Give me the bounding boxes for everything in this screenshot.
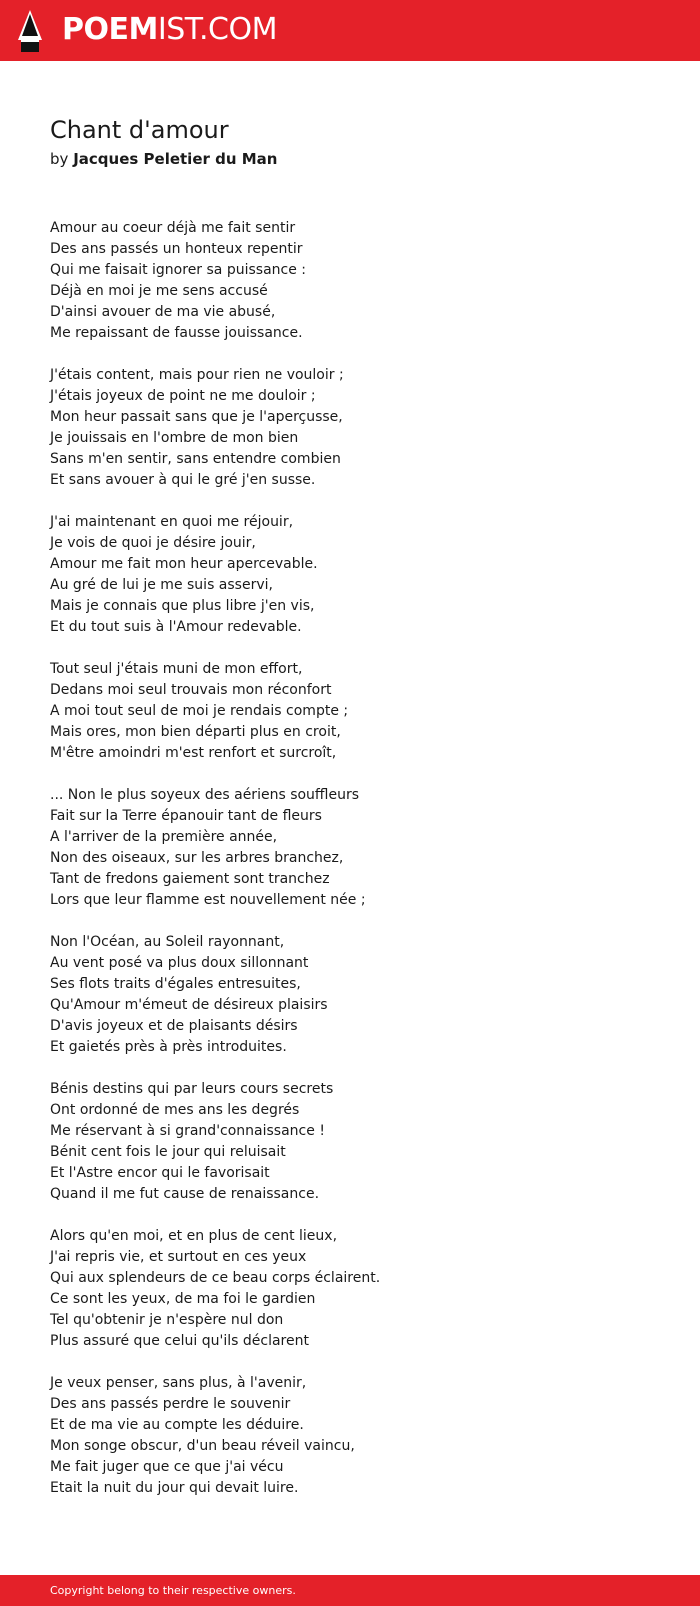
poem-line: Je vois de quoi je désire jouir, bbox=[50, 535, 256, 551]
poem-line: Plus assuré que celui qu'ils déclarent bbox=[50, 1333, 309, 1349]
poem-line: Lors que leur flamme est nouvellement née ; bbox=[50, 892, 366, 908]
by-label: by bbox=[50, 150, 69, 168]
poem-stanza bbox=[50, 365, 380, 491]
poem-stanza bbox=[50, 932, 380, 1058]
poem-line: Ses flots traits d'égales entresuites, bbox=[50, 976, 301, 992]
poem-line: Mon heur passait sans que je l'aperçusse, bbox=[50, 409, 343, 425]
poem-line: Tel qu'obtenir je n'espère nul don bbox=[50, 1312, 284, 1328]
poem-line: Amour au coeur déjà me fait sentir bbox=[50, 220, 296, 236]
poem-line: Dedans moi seul trouvais mon réconfort bbox=[50, 682, 332, 698]
poem-stanza bbox=[50, 218, 380, 344]
poem-line: Ont ordonné de mes ans les degrés bbox=[50, 1102, 300, 1118]
logo-bold-text: POEM bbox=[62, 12, 158, 47]
poem-line: Et l'Astre encor qui le favorisait bbox=[50, 1165, 270, 1181]
poem-line: Je veux penser, sans plus, à l'avenir, bbox=[50, 1375, 307, 1391]
poem-line: J'étais content, mais pour rien ne vouloir ; bbox=[50, 367, 344, 383]
poem-line: D'avis joyeux et de plaisants désirs bbox=[50, 1018, 298, 1034]
poem-line: Amour me fait mon heur apercevable. bbox=[50, 556, 318, 572]
poem-line: Me repaissant de fausse jouissance. bbox=[50, 325, 303, 341]
poem-line: Sans m'en sentir, sans entendre combien bbox=[50, 451, 341, 467]
poem-line: Non l'Océan, au Soleil rayonnant, bbox=[50, 934, 285, 950]
site-footer bbox=[0, 1575, 700, 1606]
poem-line: Alors qu'en moi, et en plus de cent lieux, bbox=[50, 1228, 338, 1244]
poem-line: Tout seul j'étais muni de mon effort, bbox=[50, 661, 303, 677]
poem-body bbox=[50, 218, 380, 1520]
logo-light-text: IST.COM bbox=[157, 12, 277, 47]
poem-title: Chant d'amour bbox=[50, 116, 229, 144]
poem-line: J'ai maintenant en quoi me réjouir, bbox=[50, 514, 294, 530]
poem-line: J'étais joyeux de point ne me douloir ; bbox=[50, 388, 316, 404]
poem-line: Mais ores, mon bien départi plus en croit, bbox=[50, 724, 341, 740]
poem-author: Jacques Peletier du Man bbox=[73, 150, 278, 168]
poem-line: J'ai repris vie, et surtout en ces yeux bbox=[50, 1249, 307, 1265]
poem-line: Et sans avouer à qui le gré j'en susse. bbox=[50, 472, 316, 488]
copyright-text: Copyright belong to their respective owners. bbox=[50, 1584, 296, 1597]
poem-line: Me réservant à si grand'connaissance ! bbox=[50, 1123, 325, 1139]
poem-line: Ce sont les yeux, de ma foi le gardien bbox=[50, 1291, 316, 1307]
poem-line: Me fait juger que ce que j'ai vécu bbox=[50, 1459, 284, 1475]
poem-line: Qui aux splendeurs de ce beau corps éclairent. bbox=[50, 1270, 381, 1286]
poem-stanza bbox=[50, 1226, 380, 1352]
byline bbox=[50, 148, 277, 170]
poem-line: Bénis destins qui par leurs cours secrets bbox=[50, 1081, 334, 1097]
poem-line: Bénit cent fois le jour qui reluisait bbox=[50, 1144, 286, 1160]
poem-line: Non des oiseaux, sur les arbres branchez, bbox=[50, 850, 344, 866]
poem-line: Mais je connais que plus libre j'en vis, bbox=[50, 598, 315, 614]
poem-line: Des ans passés perdre le souvenir bbox=[50, 1396, 291, 1412]
poem-stanza bbox=[50, 1373, 380, 1499]
poem-line: Fait sur la Terre épanouir tant de fleurs bbox=[50, 808, 322, 824]
poem-line: Tant de fredons gaiement sont tranchez bbox=[50, 871, 330, 887]
poem-line: Je jouissais en l'ombre de mon bien bbox=[50, 430, 299, 446]
poem-line: A moi tout seul de moi je rendais compte ; bbox=[50, 703, 349, 719]
pencil-icon[interactable] bbox=[18, 10, 42, 52]
poem-line: Et du tout suis à l'Amour redevable. bbox=[50, 619, 302, 635]
poem-line: Etait la nuit du jour qui devait luire. bbox=[50, 1480, 299, 1496]
poem-stanza bbox=[50, 512, 380, 638]
poem-line: Et gaietés près à près introduites. bbox=[50, 1039, 287, 1055]
poem-line: ... Non le plus soyeux des aériens souffleurs bbox=[50, 787, 359, 803]
poem-line: A l'arriver de la première année, bbox=[50, 829, 278, 845]
poem-line: Quand il me fut cause de renaissance. bbox=[50, 1186, 320, 1202]
poem-line: Mon songe obscur, d'un beau réveil vaincu, bbox=[50, 1438, 355, 1454]
poem-line: Qu'Amour m'émeut de désireux plaisirs bbox=[50, 997, 328, 1013]
poem-line: Qui me faisait ignorer sa puissance : bbox=[50, 262, 307, 278]
site-header bbox=[0, 0, 700, 61]
poem-stanza bbox=[50, 785, 380, 911]
poem-line: Des ans passés un honteux repentir bbox=[50, 241, 303, 257]
poem-line: M'être amoindri m'est renfort et surcroît, bbox=[50, 745, 337, 761]
site-logo[interactable] bbox=[62, 12, 277, 48]
poem-stanza bbox=[50, 659, 380, 764]
poem-line: Et de ma vie au compte les déduire. bbox=[50, 1417, 304, 1433]
poem-line: D'ainsi avouer de ma vie abusé, bbox=[50, 304, 276, 320]
poem-stanza bbox=[50, 1079, 380, 1205]
poem-line: Au gré de lui je me suis asservi, bbox=[50, 577, 273, 593]
poem-line: Au vent posé va plus doux sillonnant bbox=[50, 955, 309, 971]
poem-line: Déjà en moi je me sens accusé bbox=[50, 283, 268, 299]
